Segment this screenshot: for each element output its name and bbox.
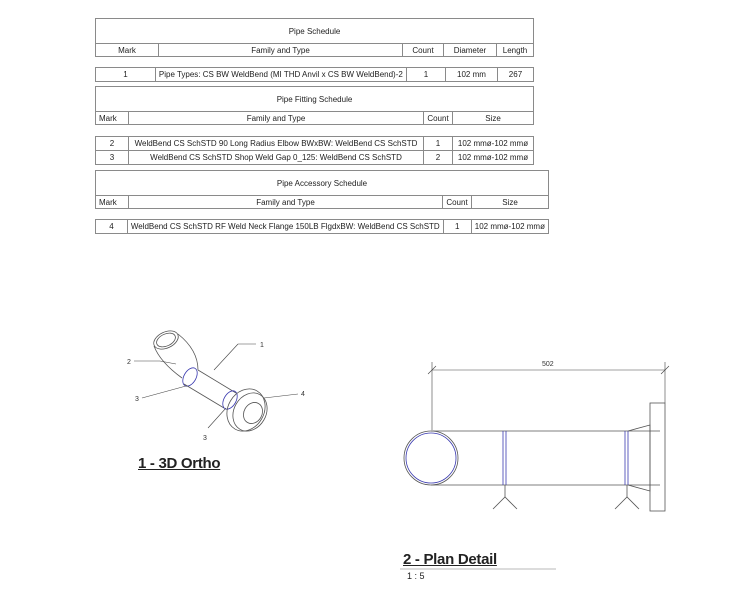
col-diameter: Diameter	[444, 44, 497, 57]
leader-line	[142, 386, 186, 398]
col-family-type: Family and Type	[129, 112, 424, 125]
cell-family-type: Pipe Types: CS BW WeldBend (MI THD Anvil x CS BW WeldBend)-2	[155, 68, 406, 82]
elbow-outline	[404, 431, 458, 485]
accessory-schedule-title: Pipe Accessory Schedule	[96, 171, 549, 196]
leader-line	[208, 408, 226, 428]
cell-count: 1	[443, 220, 471, 234]
elbow-weld	[406, 433, 456, 483]
cell-count: 2	[424, 151, 453, 165]
cell-family-type: WeldBend CS SchSTD Shop Weld Gap 0_125: WeldBend CS SchSTD	[129, 151, 424, 165]
col-size: Size	[453, 112, 534, 125]
plan-view-title: 2 - Plan Detail	[403, 551, 497, 568]
tag-4: 4	[301, 391, 305, 398]
tag-3b: 3	[203, 435, 207, 442]
cell-mark: 2	[96, 137, 129, 151]
tag-2: 2	[127, 359, 131, 366]
col-count: Count	[424, 112, 453, 125]
elbow-end-inner	[154, 330, 177, 349]
leader-line	[214, 344, 238, 370]
pipe-support	[493, 497, 517, 509]
cell-diameter: 102 mm	[446, 68, 498, 82]
cell-size: 102 mmø-102 mmø	[471, 220, 548, 234]
ortho-view-title: 1 - 3D Ortho	[138, 455, 221, 472]
fitting-schedule-title: Pipe Fitting Schedule	[96, 87, 534, 112]
col-size: Size	[472, 196, 549, 209]
cell-count: 1	[424, 137, 453, 151]
flange-outer	[219, 382, 272, 438]
col-mark: Mark	[96, 112, 129, 125]
pipe-support	[615, 497, 639, 509]
col-family-type: Family and Type	[159, 44, 403, 57]
cell-mark: 3	[96, 151, 129, 165]
plan-dimension	[428, 362, 669, 430]
plan-view-scale: 1 : 5	[407, 571, 425, 581]
weld-gap-ring	[180, 365, 200, 388]
tag-3: 3	[135, 396, 139, 403]
col-count: Count	[443, 196, 472, 209]
weld-gap-ring	[220, 388, 240, 411]
leader-line	[264, 394, 298, 398]
cell-family-type: WeldBend CS SchSTD RF Weld Neck Flange 150LB FlgdxBW: WeldBend CS SchSTD	[127, 220, 443, 234]
flange-neck	[628, 425, 650, 491]
leader-line	[160, 361, 176, 364]
cell-length: 267	[497, 68, 533, 82]
col-length: Length	[497, 44, 534, 57]
ortho-tags	[134, 344, 298, 428]
col-count: Count	[403, 44, 444, 57]
tag-1: 1	[260, 342, 264, 349]
plan-pipe-assembly	[404, 403, 665, 511]
dimension-value: 502	[542, 361, 554, 368]
pipe-schedule-title: Pipe Schedule	[96, 19, 534, 44]
pipe-side-a	[184, 384, 224, 408]
col-family-type: Family and Type	[129, 196, 443, 209]
pipe-side-b	[198, 370, 236, 393]
elbow-side-a	[154, 346, 182, 378]
col-mark: Mark	[96, 44, 159, 57]
cell-mark: 1	[96, 68, 156, 82]
cell-count: 1	[406, 68, 445, 82]
flange-face	[650, 403, 665, 511]
cell-size: 102 mmø-102 mmø	[453, 151, 534, 165]
cell-size: 102 mmø-102 mmø	[453, 137, 534, 151]
elbow-side-b	[178, 334, 198, 370]
cell-mark: 4	[96, 220, 128, 234]
cell-family-type: WeldBend CS SchSTD 90 Long Radius Elbow BWxBW: WeldBend CS SchSTD	[129, 137, 424, 151]
col-mark: Mark	[96, 196, 129, 209]
